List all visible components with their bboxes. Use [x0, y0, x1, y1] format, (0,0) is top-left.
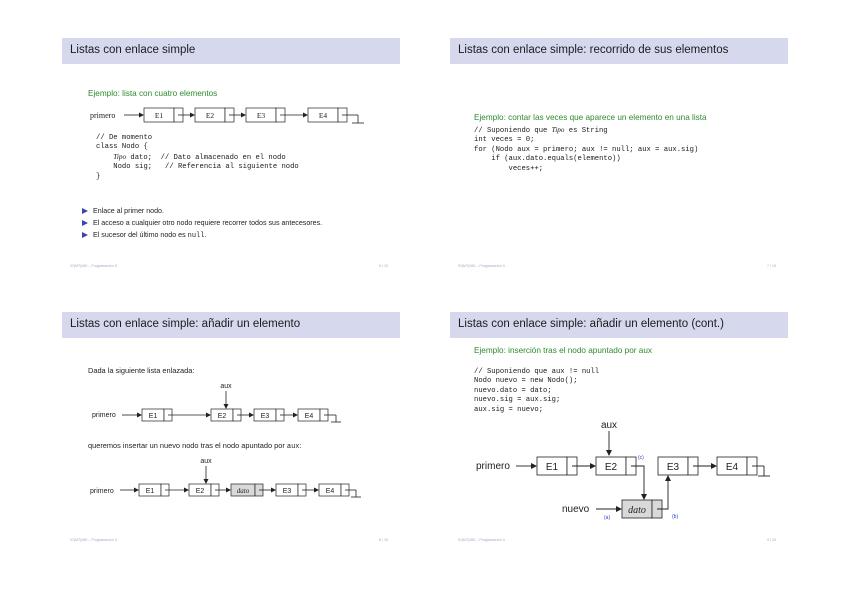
aux-label: aux [600, 420, 618, 431]
svg-text:E2: E2 [205, 111, 215, 120]
slide-title: Listas con enlace simple: añadir un elemento (cont.) [450, 312, 788, 338]
example-heading: Ejemplo: contar las veces que aparece un elemento en una lista [474, 113, 707, 122]
middle-text: queremos insertar un nuevo nodo tras el nodo apuntado por aux: [88, 441, 302, 451]
svg-text:dato: dato [628, 505, 646, 516]
slide-4 [450, 312, 788, 544]
slide-footer: IG(MT)080 – Programación II 8 / 15 [70, 538, 388, 542]
bullet-item: El acceso a cualquier otro nodo requiere recorrer todos sus antecesores. [82, 218, 382, 228]
linked-list-diagram [90, 380, 370, 425]
slide-3 [62, 312, 400, 544]
svg-text:E4: E4 [318, 111, 328, 120]
bullet-triangle-icon [82, 208, 88, 214]
slide-footer: IG(MT)080 – Programación II 5 / 15 [70, 264, 388, 268]
slide-title: Listas con enlace simple [62, 38, 400, 64]
slide-2 [450, 38, 788, 270]
svg-text:E1: E1 [545, 462, 559, 473]
list-node [658, 457, 698, 475]
svg-text:E1: E1 [148, 413, 158, 420]
slide-footer: IG(MT)080 – Programación II 7 / 15 [458, 264, 776, 268]
slide-1 [62, 38, 400, 270]
bullet-list [82, 206, 382, 243]
aux-label: aux [200, 458, 212, 465]
list-node [211, 409, 241, 421]
insertion-diagram [472, 416, 772, 536]
example-heading: Ejemplo: inserción tras el nodo apuntado por aux [474, 346, 652, 355]
list-node [308, 108, 347, 122]
primero-label: primero [90, 111, 116, 120]
bullet-item: El sucesor del último nodo es null. [82, 230, 382, 241]
primero-label: primero [90, 488, 114, 495]
bullet-item: Enlace al primer nodo. [82, 206, 382, 216]
example-heading: Ejemplo: lista con cuatro elementos [88, 89, 218, 98]
list-node [195, 108, 234, 122]
list-node [319, 484, 349, 496]
new-node-dato [622, 500, 662, 518]
slide-title: Listas con enlace simple: recorrido de sus elementos [450, 38, 788, 64]
intro-text: Dada la siguiente lista enlazada: [88, 366, 195, 375]
svg-text:E1: E1 [154, 111, 164, 120]
code-block: // De momento class Nodo { Tipo dato; // Dato almacenado en el nodo Nodo sig; // Referencia al siguiente nodo } [96, 134, 299, 181]
svg-text:E1: E1 [145, 488, 155, 495]
svg-text:E4: E4 [304, 413, 314, 420]
list-node [246, 108, 285, 122]
svg-text:E3: E3 [260, 413, 270, 420]
list-node [276, 484, 306, 496]
svg-text:dato: dato [236, 487, 250, 495]
svg-text:E3: E3 [282, 488, 292, 495]
bullet-triangle-icon [82, 220, 88, 226]
primero-label: primero [476, 461, 510, 472]
insertion-diagram [88, 454, 378, 502]
new-node-dato [231, 484, 263, 496]
list-node [254, 409, 284, 421]
svg-text:E2: E2 [604, 462, 618, 473]
label-b: (b) [672, 514, 679, 520]
list-node [189, 484, 219, 496]
linked-list-diagram [88, 105, 388, 125]
label-a: (a) [604, 515, 611, 521]
list-node [717, 457, 757, 475]
svg-text:E3: E3 [666, 462, 680, 473]
svg-text:E2: E2 [217, 413, 227, 420]
nuevo-label: nuevo [562, 504, 590, 515]
list-node [537, 457, 577, 475]
list-node [144, 108, 183, 122]
code-block: // Suponiendo que Tipo es String int veces = 0; for (Nodo aux = primero; aux != null; aux = aux.sig) if (aux.dato.equals(elemento)) veces++; [474, 126, 699, 173]
slide-footer: IG(MT)080 – Programación II 9 / 15 [458, 538, 776, 542]
bullet-triangle-icon [82, 232, 88, 238]
list-node [139, 484, 169, 496]
list-node [142, 409, 172, 421]
svg-text:E4: E4 [325, 488, 335, 495]
label-c: (c) [638, 455, 644, 461]
list-node [298, 409, 328, 421]
svg-text:E3: E3 [256, 111, 266, 120]
primero-label: primero [92, 412, 116, 419]
code-block: // Suponiendo que aux != null Nodo nuevo = new Nodo(); nuevo.dato = dato; nuevo.sig = aux.sig; aux.sig = nuevo; [474, 368, 600, 414]
slide-title: Listas con enlace simple: añadir un elemento [62, 312, 400, 338]
list-node [596, 457, 636, 475]
svg-text:E4: E4 [725, 462, 739, 473]
svg-text:E2: E2 [195, 488, 205, 495]
aux-label: aux [220, 383, 232, 390]
